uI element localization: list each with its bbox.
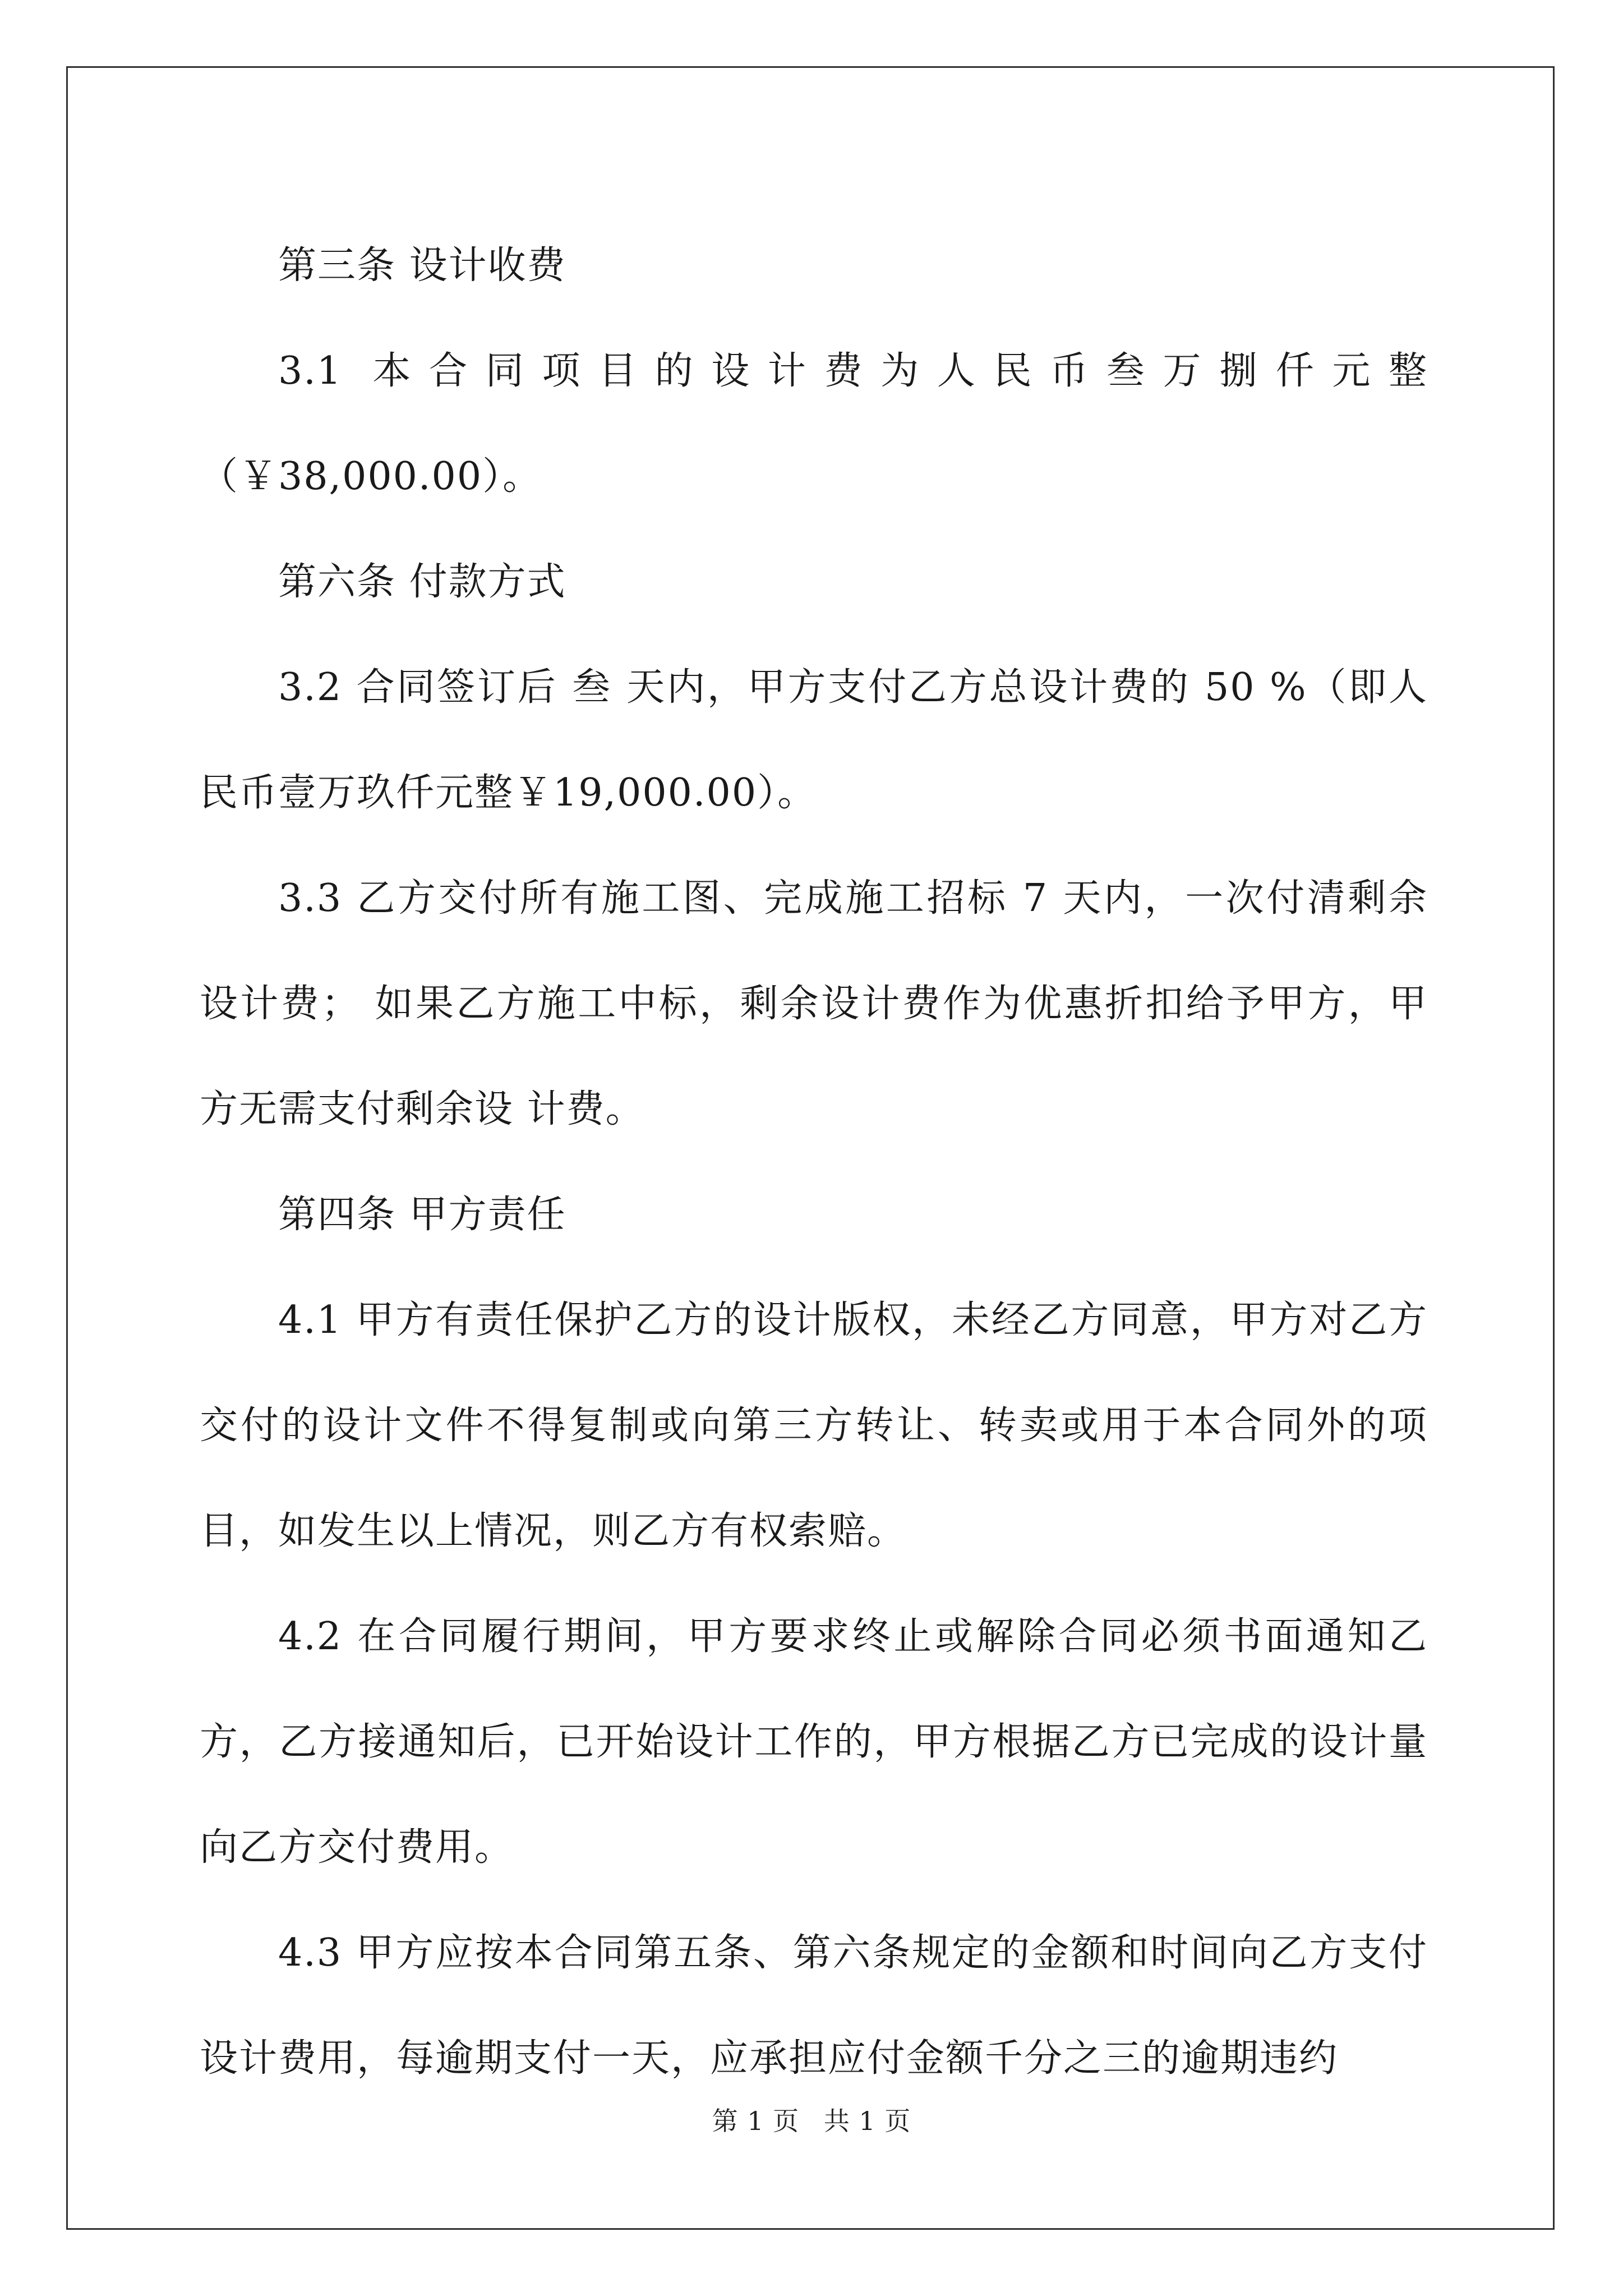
clause-4-3: 4.3 甲方应按本合同第五条、第六条规定的金额和时间向乙方支付设计费用，每逾期支付一天，应承担应付金额千分之三的逾期违约 — [200, 1931, 1428, 2081]
page-number: 第 1 页 — [712, 2106, 800, 2136]
clause-4-1: 4.1 甲方有责任保护乙方的设计版权，未经乙方同意，甲方对乙方交付的设计文件不得复制或向第三方转让、转卖或用于本合同外的项目，如发生以上情况，则乙方有权索赔。 — [200, 1298, 1428, 1553]
section-heading-4: 第四条 甲方责任 — [278, 1193, 566, 1237]
document-body — [200, 213, 1428, 2111]
clause-4-2: 4.2 在合同履行期间，甲方要求终止或解除合同必须书面通知乙方，乙方接通知后，已开始设计工作的，甲方根据乙方已完成的设计量向乙方交付费用。 — [200, 1614, 1428, 1870]
section-heading-3: 第三条 设计收费 — [278, 243, 566, 288]
clause-3-2: 3.2 合同签订后 叁 天内，甲方支付乙方总设计费的 50 %（即人民币壹万玖仟元整￥19,000.00）。 — [200, 665, 1428, 815]
page-total: 共 1 页 — [823, 2106, 911, 2136]
clause-3-1: 3.1 本合同项目的设计费为人民币叁万捌仟元整（￥38,000.00）。 — [200, 349, 1428, 499]
clause-3-3: 3.3 乙方交付所有施工图、完成施工招标 7 天内，一次付清剩余设计费； 如果乙方施工中标，剩余设计费作为优惠折扣给予甲方，甲方无需支付剩余设 计费。 — [200, 876, 1428, 1131]
section-heading-6: 第六条 付款方式 — [278, 560, 566, 604]
page-footer — [0, 2101, 1623, 2138]
